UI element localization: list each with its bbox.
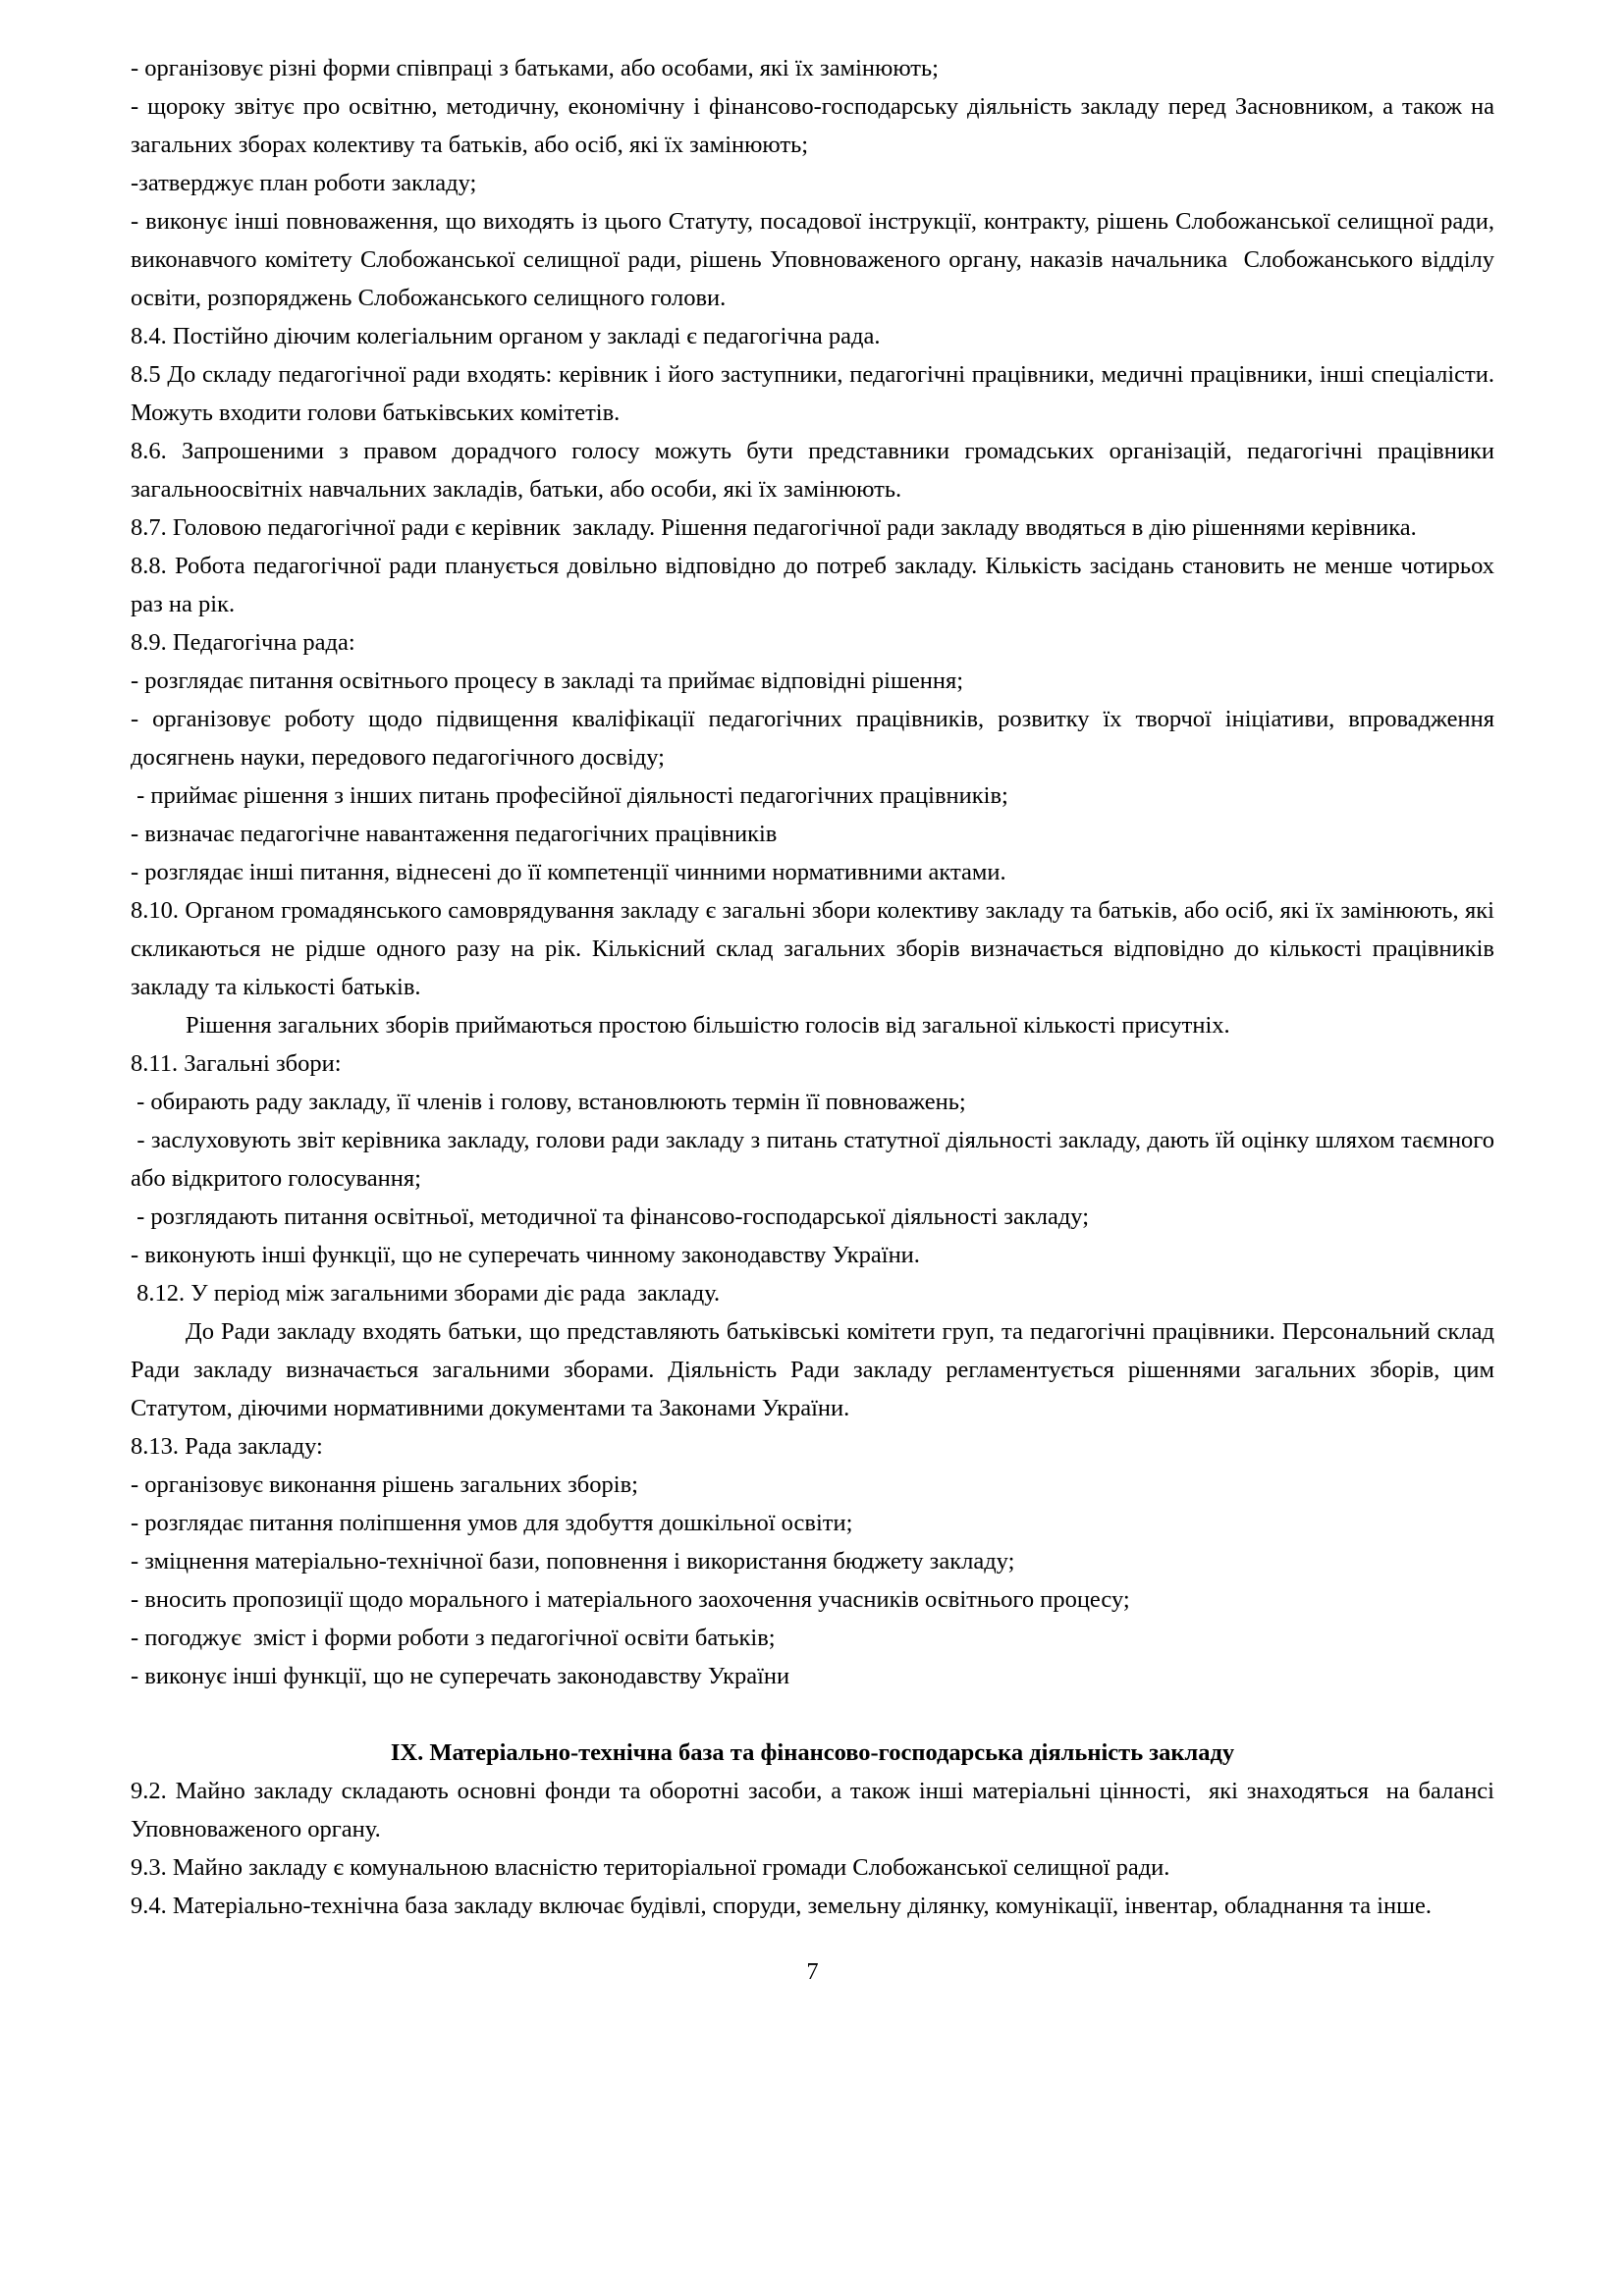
paragraph: - виконують інші функції, що не суперечать чинному законодавству України.	[131, 1242, 920, 1268]
paragraph: - розглядає питання освітнього процесу в закладі та приймає відповідні рішення;	[131, 667, 964, 694]
paragraph: 8.6. Запрошеними з правом дорадчого голосу можуть бути представники громадських організацій, педагогічні працівники загальноосвітніх навчальних закладів, батьки, або особи, які їх замінюють.	[131, 438, 1501, 503]
paragraph: 8.9. Педагогічна рада:	[131, 629, 355, 656]
paragraph: 8.7. Головою педагогічної ради є керівник закладу. Рішення педагогічної ради закладу вводяться в дію рішеннями керівника.	[131, 514, 1417, 541]
paragraph: - розглядають питання освітньої, методичної та фінансово-господарської діяльності закладу;	[131, 1203, 1090, 1230]
paragraph: - зміцнення матеріально-технічної бази, поповнення і використання бюджету закладу;	[131, 1548, 1015, 1575]
paragraph: 8.11. Загальні збори:	[131, 1050, 342, 1077]
paragraph: - розглядає питання поліпшення умов для здобуття дошкільної освіти;	[131, 1510, 853, 1536]
paragraph: - визначає педагогічне навантаження педагогічних працівників	[131, 821, 778, 847]
paragraph: 8.12. У період між загальними зборами діє рада закладу.	[131, 1280, 721, 1307]
paragraph: - щороку звітує про освітню, методичну, економічну і фінансово-господарську діяльність закладу перед Засновником, а також на загальних зборах колективу та батьків, або осіб, які їх замінюють;	[131, 93, 1501, 158]
paragraph: - обирають раду закладу, її членів і голову, встановлюють термін її повноважень;	[131, 1089, 966, 1115]
paragraph: Рішення загальних зборів приймаються простою більшістю голосів від загальної кількості присутніх.	[186, 1012, 1230, 1039]
paragraph: 8.13. Рада закладу:	[131, 1433, 323, 1460]
paragraph: 9.2. Майно закладу складають основні фонди та оборотні засоби, а також інші матеріальні цінності, які знаходяться на балансі Уповноваженого органу.	[131, 1778, 1501, 1842]
paragraph: - організовує різні форми співпраці з батьками, або особами, які їх замінюють;	[131, 55, 939, 81]
paragraph: - приймає рішення з інших питань професійної діяльності педагогічних працівників;	[131, 782, 1008, 809]
paragraph: 9.4. Матеріально-технічна база закладу включає будівлі, споруди, земельну ділянку, комунікації, інвентар, обладнання та інше.	[131, 1893, 1433, 1919]
page-number: 7	[806, 1958, 819, 1985]
paragraph: - організовує виконання рішень загальних зборів;	[131, 1471, 638, 1498]
paragraph: - заслуховують звіт керівника закладу, голови ради закладу з питань статутної діяльності закладу, дають їй оцінку шляхом таємного або відкритого голосування;	[131, 1127, 1501, 1192]
paragraph: 8.5 До складу педагогічної ради входять: керівник і його заступники, педагогічні працівники, медичні працівники, інші спеціалісти. Можуть входити голови батьківських комітетів.	[131, 361, 1501, 426]
paragraph: 8.8. Робота педагогічної ради планується довільно відповідно до потреб закладу. Кількість засідань становить не менше чотирьох раз на рік.	[131, 553, 1501, 617]
section-heading: IX. Матеріально-технічна база та фінансово-господарська діяльність закладу	[390, 1739, 1235, 1766]
paragraph: - організовує роботу щодо підвищення кваліфікації педагогічних працівників, розвитку їх творчої ініціативи, впровадження досягнень науки, передового педагогічного досвіду;	[131, 706, 1501, 771]
document-body	[131, 49, 1501, 1925]
paragraph: - виконує інші функції, що не суперечать законодавству України	[131, 1663, 790, 1689]
paragraph: -затверджує план роботи закладу;	[131, 170, 477, 196]
paragraph: До Ради закладу входять батьки, що представляють батьківські комітети груп, та педагогічні працівники. Персональний склад Ради закладу визначається загальними зборами. Діяльність Ради закладу регламентується рішеннями загальних зборів, цим Статутом, діючими нормативними документами та Законами України.	[131, 1318, 1501, 1421]
paragraph: 9.3. Майно закладу є комунальною власністю територіальної громади Слобожанської селищної ради.	[131, 1854, 1170, 1881]
paragraph: - розглядає інші питання, віднесені до її компетенції чинними нормативними актами.	[131, 859, 1006, 885]
paragraph: 8.10. Органом громадянського самоврядування закладу є загальні збори колективу закладу та батьків, або осіб, які їх замінюють, які скликаються не рідше одного разу на рік. Кількісний склад загальних зборів визначається відповідно до кількості працівників закладу та кількості батьків.	[131, 897, 1501, 1000]
spacer	[131, 1695, 1494, 1734]
paragraph: - вносить пропозиції щодо морального і матеріального заохочення учасників освітнього процесу;	[131, 1586, 1130, 1613]
paragraph: - погоджує зміст і форми роботи з педагогічної освіти батьків;	[131, 1625, 776, 1651]
paragraph: - виконує інші повноваження, що виходять із цього Статуту, посадової інструкції, контракту, рішень Слобожанської селищної ради, виконавчого комітету Слобожанської селищної ради, рішень Уповноваженого органу, наказів начальника Слобожанського відділу освіти, розпоряджень Слобожанського селищного голови.	[131, 208, 1501, 311]
paragraph: 8.4. Постійно діючим колегіальним органом у закладі є педагогічна рада.	[131, 323, 881, 349]
